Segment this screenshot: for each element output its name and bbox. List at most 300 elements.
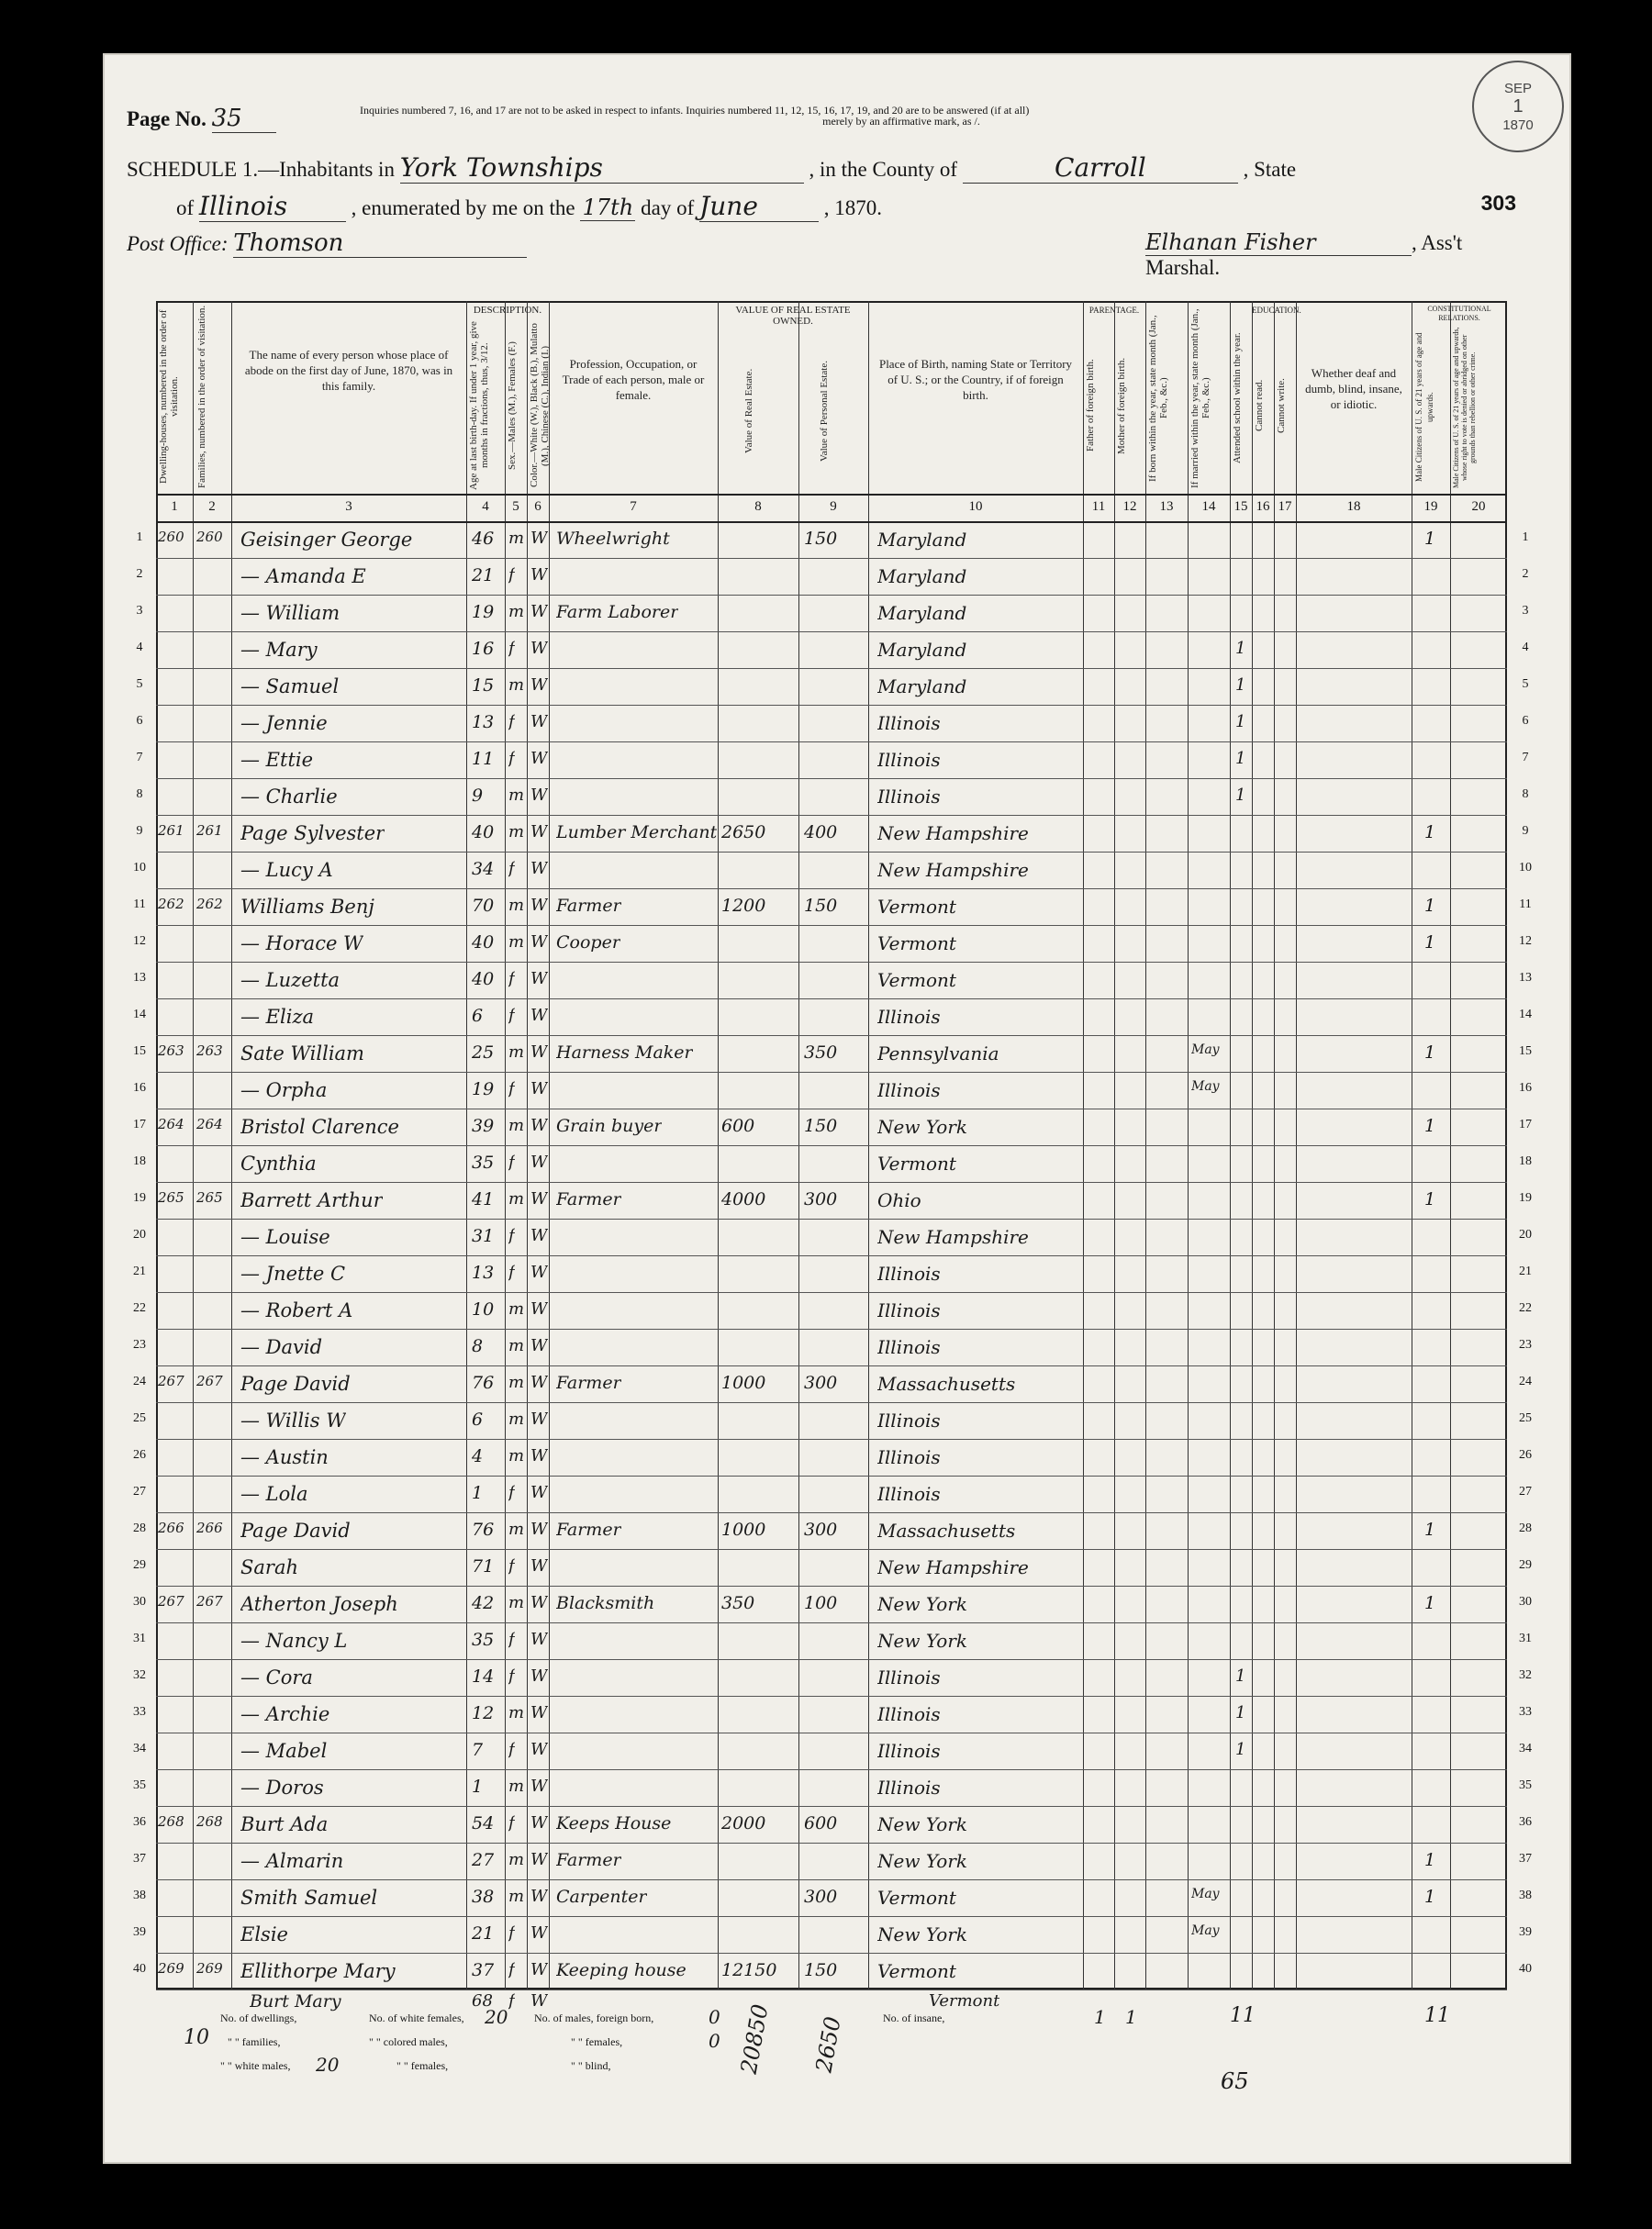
birthplace: Illinois <box>877 712 941 734</box>
table-row <box>133 1512 1532 1549</box>
line-number-left: 22 <box>133 1301 146 1315</box>
column-number: 19 <box>1423 499 1438 514</box>
county: Carroll <box>963 152 1238 184</box>
table-row <box>133 1659 1532 1696</box>
line-number-right: 36 <box>1519 1815 1532 1829</box>
birthplace: Illinois <box>877 1263 941 1285</box>
birthplace: New York <box>877 1593 967 1615</box>
extra-age: 68 <box>472 1991 493 2011</box>
birthplace: Maryland <box>877 639 967 661</box>
post-office: Thomson <box>233 229 527 258</box>
married-month: May <box>1191 1923 1220 1938</box>
table-row <box>133 1806 1532 1843</box>
age: 71 <box>472 1556 495 1577</box>
line-number-left: 12 <box>133 934 146 948</box>
total-school: 11 <box>1230 2004 1256 2027</box>
birthplace: New York <box>877 1850 967 1872</box>
sex: m <box>508 1777 525 1796</box>
person-name: — Charlie <box>240 786 338 808</box>
page-number: 35 <box>212 105 276 133</box>
line-number-left: 37 <box>133 1852 146 1866</box>
birthplace: Illinois <box>877 1006 941 1028</box>
birthplace: New Hampshire <box>877 1556 1029 1578</box>
real-estate-value: 4000 <box>721 1189 766 1209</box>
person-name: — Lola <box>240 1483 308 1505</box>
birthplace: Maryland <box>877 529 967 551</box>
line-number-right: 3 <box>1522 604 1529 618</box>
person-name: — Luzetta <box>240 969 340 991</box>
table-row <box>133 962 1532 998</box>
line-number-left: 33 <box>133 1705 146 1719</box>
line-number-right: 33 <box>1519 1705 1532 1719</box>
age: 13 <box>472 712 495 732</box>
line-number-left: 6 <box>136 714 143 728</box>
total-citizens: 11 <box>1424 2004 1450 2027</box>
person-name: — Samuel <box>240 675 340 697</box>
person-name: — Willis W <box>240 1410 346 1432</box>
state: Illinois <box>199 191 346 222</box>
real-estate-value: 1000 <box>721 1520 766 1540</box>
table-row <box>133 1035 1532 1072</box>
line-number-right: 10 <box>1519 861 1532 875</box>
line-number-left: 38 <box>133 1889 146 1902</box>
family-number: 267 <box>196 1593 223 1610</box>
line-number-left: 19 <box>133 1191 146 1205</box>
citizen-mark: 1 <box>1424 932 1436 953</box>
line-number-right: 2 <box>1522 567 1529 581</box>
line-number-right: 14 <box>1519 1008 1532 1021</box>
occupation: Blacksmith <box>556 1593 655 1613</box>
line-number-left: 24 <box>133 1375 146 1388</box>
birthplace: Maryland <box>877 602 967 624</box>
col-mother-header: Mother of foreign birth. <box>1116 357 1127 454</box>
line-number-left: 8 <box>136 787 143 801</box>
birthplace: New Hampshire <box>877 822 1029 844</box>
line-number-left: 2 <box>136 567 143 581</box>
married-month: May <box>1191 1887 1220 1901</box>
family-number: 265 <box>196 1189 223 1206</box>
color: W <box>530 1960 548 1979</box>
birthplace: New York <box>877 1116 967 1138</box>
birthplace: Vermont <box>877 1960 956 1982</box>
white-females-count: 20 <box>485 2006 508 2028</box>
attended-school: 1 <box>1235 1666 1246 1686</box>
color: W <box>530 786 548 805</box>
table-row <box>136 558 1529 595</box>
family-number: 263 <box>196 1042 223 1059</box>
line-number-right: 15 <box>1519 1044 1532 1058</box>
color: W <box>530 749 548 768</box>
age: 19 <box>472 1079 495 1099</box>
birthplace: Illinois <box>877 1410 941 1432</box>
personal-estate-value: 150 <box>804 896 838 916</box>
person-name: — Eliza <box>240 1006 315 1028</box>
color: W <box>530 1630 548 1649</box>
birthplace: Illinois <box>877 786 941 808</box>
age: 6 <box>472 1006 484 1026</box>
color: W <box>530 969 548 988</box>
occupation: Cooper <box>556 932 620 953</box>
col-color-header: Color.—White (W.), Black (B.), Mulatto (M.), Chinese (C.), Indian (I.) <box>529 323 551 488</box>
person-name: Page David <box>240 1520 351 1542</box>
real-estate-value: 600 <box>721 1116 755 1136</box>
sex: f <box>508 1226 515 1245</box>
occupation: Wheelwright <box>556 529 670 549</box>
person-name: Cynthia <box>240 1153 317 1175</box>
person-name: — Robert A <box>240 1299 353 1321</box>
col-occupation-header: Profession, Occupation, or Trade of each person, male or female. <box>562 357 705 402</box>
color: W <box>530 1263 548 1282</box>
birthplace: Vermont <box>877 932 956 954</box>
personal-estate-value: 350 <box>804 1042 838 1063</box>
age: 76 <box>472 1520 495 1540</box>
sex: m <box>508 675 525 695</box>
birthplace: New York <box>877 1923 967 1945</box>
line-number-left: 7 <box>136 751 143 764</box>
citizen-mark: 1 <box>1424 1593 1436 1613</box>
person-name: Sate William <box>240 1042 364 1064</box>
extra-color: W <box>530 1991 548 2011</box>
color: W <box>530 1079 548 1098</box>
occupation: Grain buyer <box>556 1116 663 1136</box>
attended-school: 1 <box>1235 1740 1246 1759</box>
column-number: 5 <box>512 499 519 514</box>
sex: m <box>508 1520 525 1539</box>
color: W <box>530 1116 548 1135</box>
age: 76 <box>472 1373 495 1393</box>
table-row <box>136 595 1529 631</box>
line-number-left: 3 <box>136 604 143 618</box>
birthplace: New Hampshire <box>877 1226 1029 1248</box>
family-number: 260 <box>196 529 223 545</box>
person-name: Elsie <box>240 1923 288 1945</box>
personal-estate-value: 300 <box>804 1373 838 1393</box>
age: 9 <box>472 786 484 806</box>
township: York Townships <box>400 152 804 184</box>
birthplace: Illinois <box>877 1740 941 1762</box>
sex: m <box>508 822 525 841</box>
color: W <box>530 712 548 731</box>
line-number-right: 38 <box>1519 1889 1532 1902</box>
person-name: — Cora <box>240 1666 313 1688</box>
attended-school: 1 <box>1235 786 1246 805</box>
table-row <box>136 668 1529 705</box>
sex: f <box>508 1666 515 1686</box>
person-name: — Almarin <box>240 1850 344 1872</box>
person-name: — Mabel <box>240 1740 328 1762</box>
line-number-left: 26 <box>133 1448 146 1462</box>
person-name: Sarah <box>240 1556 298 1578</box>
birthplace: Ohio <box>877 1189 921 1211</box>
line-number-left: 16 <box>133 1081 146 1095</box>
age: 42 <box>472 1593 495 1613</box>
col-school-header: Attended school within the year. <box>1232 332 1243 464</box>
table-row <box>136 741 1529 778</box>
col-father-header: Father of foreign birth. <box>1085 359 1096 452</box>
color: W <box>530 1593 548 1612</box>
occupation: Harness Maker <box>556 1042 693 1063</box>
col-dwelling-header: Dwelling-houses, numbered in the order of visitation. <box>158 309 180 484</box>
color: W <box>530 602 548 621</box>
color: W <box>530 1666 548 1686</box>
dwelling-number: 267 <box>158 1593 184 1610</box>
stamped-page-number: 303 <box>1480 191 1516 215</box>
age: 11 <box>472 749 495 769</box>
color: W <box>530 639 548 658</box>
value-header: VALUE OF REAL ESTATE OWNED. <box>735 305 851 327</box>
birthplace: Illinois <box>877 1336 941 1358</box>
foreign-males-count: 0 <box>709 2006 720 2028</box>
line-number-left: 34 <box>133 1742 146 1755</box>
color: W <box>530 1336 548 1355</box>
citizen-mark: 1 <box>1424 529 1436 549</box>
birthplace: Illinois <box>877 1666 941 1688</box>
person-name: Atherton Joseph <box>240 1593 398 1615</box>
person-name: — Louise <box>240 1226 330 1248</box>
age: 21 <box>472 1923 495 1944</box>
column-number: 12 <box>1122 499 1137 514</box>
line-number-right: 35 <box>1519 1778 1532 1792</box>
color: W <box>530 1923 548 1943</box>
line-number-left: 25 <box>133 1411 146 1425</box>
attended-school: 1 <box>1235 749 1246 768</box>
real-estate-value: 2650 <box>721 822 766 842</box>
age: 38 <box>472 1887 495 1907</box>
line-number-left: 9 <box>136 824 143 838</box>
sex: m <box>508 1410 525 1429</box>
line-number-left: 17 <box>133 1118 146 1131</box>
family-number: 262 <box>196 896 223 912</box>
line-number-right: 26 <box>1519 1448 1532 1462</box>
line-number-left: 32 <box>133 1668 146 1682</box>
age: 46 <box>472 529 495 549</box>
age: 70 <box>472 896 495 916</box>
real-estate-value: 2000 <box>721 1813 766 1833</box>
age: 1 <box>472 1777 484 1797</box>
table-row <box>133 1109 1532 1145</box>
sex: m <box>508 896 525 915</box>
family-number: 266 <box>196 1520 223 1536</box>
birthplace: Massachusetts <box>877 1373 1016 1395</box>
person-name: — Archie <box>240 1703 330 1725</box>
total-father-foreign: 1 <box>1094 2006 1106 2028</box>
table-row <box>133 1476 1532 1512</box>
table-row <box>133 1145 1532 1182</box>
dwelling-number: 269 <box>158 1960 184 1977</box>
table-row <box>133 1916 1532 1953</box>
citizen-mark: 1 <box>1424 896 1436 916</box>
sex: m <box>508 1189 525 1209</box>
attended-school: 1 <box>1235 1703 1246 1722</box>
table-row <box>136 815 1529 852</box>
birthplace: Illinois <box>877 1703 941 1725</box>
dwelling-number: 261 <box>158 822 184 839</box>
age: 40 <box>472 822 495 842</box>
color: W <box>530 859 548 878</box>
color: W <box>530 1189 548 1209</box>
person-name: — Orpha <box>240 1079 328 1101</box>
color: W <box>530 1153 548 1172</box>
age: 37 <box>472 1960 495 1980</box>
birthplace: Massachusetts <box>877 1520 1016 1542</box>
age: 10 <box>472 1299 495 1320</box>
attended-school: 1 <box>1235 639 1246 658</box>
line-number-left: 39 <box>133 1925 146 1939</box>
line-number-left: 18 <box>133 1154 146 1168</box>
table-row <box>133 1439 1532 1476</box>
birthplace: New York <box>877 1813 967 1835</box>
person-name: — Nancy L <box>240 1630 348 1652</box>
line-number-left: 40 <box>133 1962 146 1976</box>
line-number-right: 22 <box>1519 1301 1532 1315</box>
col-name-header: The name of every person whose place of abode on the first day of June, 1870, was in this family. <box>244 348 453 393</box>
line-number-right: 40 <box>1519 1962 1532 1976</box>
real-estate-value: 1200 <box>721 896 766 916</box>
line-number-right: 39 <box>1519 1925 1532 1939</box>
dwelling-number: 265 <box>158 1189 184 1206</box>
age: 12 <box>472 1703 495 1723</box>
parentage-header: PARENTAGE. <box>1088 306 1140 315</box>
line-number-left: 35 <box>133 1778 146 1792</box>
line-number-left: 4 <box>136 641 143 654</box>
age: 34 <box>472 859 495 879</box>
sex: m <box>508 529 525 548</box>
birthplace: New Hampshire <box>877 859 1029 881</box>
citizen-mark: 1 <box>1424 1520 1436 1540</box>
white-males-count: 20 <box>316 2054 340 2076</box>
month: June <box>699 191 819 222</box>
person-name: — Lucy A <box>240 859 333 881</box>
line-number-right: 13 <box>1519 971 1532 985</box>
birthplace: Pennsylvania <box>877 1042 999 1064</box>
sex: f <box>508 1813 515 1833</box>
line-number-right: 27 <box>1519 1485 1532 1499</box>
column-number: 14 <box>1201 499 1216 514</box>
column-number: 9 <box>830 499 837 514</box>
age: 8 <box>472 1336 484 1356</box>
line-number-right: 7 <box>1522 751 1529 764</box>
families-count: 10 <box>184 2026 209 2049</box>
birthplace: Vermont <box>877 896 956 918</box>
age: 6 <box>472 1410 484 1430</box>
birthplace: Maryland <box>877 675 967 697</box>
citizen-mark: 1 <box>1424 1116 1436 1136</box>
birthplace: Vermont <box>877 969 956 991</box>
sex: m <box>508 602 525 621</box>
real-estate-value: 12150 <box>721 1960 777 1980</box>
color: W <box>530 675 548 695</box>
line-number-right: 29 <box>1519 1558 1532 1572</box>
age: 14 <box>472 1666 495 1687</box>
color: W <box>530 932 548 952</box>
family-number: 264 <box>196 1116 223 1132</box>
sex: f <box>508 1556 515 1576</box>
sex: f <box>508 1740 515 1759</box>
column-number: 18 <box>1346 499 1361 514</box>
line-number-left: 10 <box>133 861 146 875</box>
personal-estate-value: 300 <box>804 1189 838 1209</box>
table-row <box>133 1365 1532 1402</box>
person-name: — Horace W <box>240 932 363 954</box>
married-month: May <box>1191 1079 1220 1094</box>
birthplace: Illinois <box>877 749 941 771</box>
sex: f <box>508 1630 515 1649</box>
color: W <box>530 1887 548 1906</box>
line-number-right: 31 <box>1519 1632 1532 1645</box>
occupation: Farmer <box>556 1850 621 1870</box>
color: W <box>530 565 548 585</box>
age: 21 <box>472 565 495 585</box>
total-bottom: 65 <box>1221 2068 1249 2094</box>
personal-estate-value: 300 <box>804 1520 838 1540</box>
column-number: 10 <box>968 499 983 514</box>
citizen-mark: 1 <box>1424 822 1436 842</box>
line-number-right: 8 <box>1522 787 1529 801</box>
occupation: Keeps House <box>556 1813 672 1833</box>
column-number: 2 <box>208 499 216 514</box>
line-number-right: 11 <box>1519 897 1532 911</box>
table-row <box>136 778 1529 815</box>
line-number-left: 20 <box>133 1228 146 1242</box>
color: W <box>530 1777 548 1796</box>
table-row <box>133 1879 1532 1916</box>
color: W <box>530 1703 548 1722</box>
line-number-right: 21 <box>1519 1265 1532 1278</box>
column-number: 3 <box>345 499 352 514</box>
occupation: Carpenter <box>556 1887 647 1907</box>
extra-birth: Vermont <box>929 1991 1000 2011</box>
age: 13 <box>472 1263 495 1283</box>
line-number-left: 11 <box>133 897 146 911</box>
sex: f <box>508 1483 515 1502</box>
page-number-label: Page No. 35 <box>127 105 276 133</box>
line-number-left: 5 <box>136 677 143 691</box>
table-row <box>133 1953 1532 1989</box>
table-row <box>133 1072 1532 1109</box>
col-disability-header: Whether deaf and dumb, blind, insane, or idiotic. <box>1305 366 1402 411</box>
sex: m <box>508 932 525 952</box>
person-name: Ellithorpe Mary <box>240 1960 396 1982</box>
col-family-header: Families, numbered in the order of visitation. <box>196 305 207 488</box>
sex: f <box>508 1923 515 1943</box>
extra-sex: f <box>508 1991 515 2011</box>
person-name: Burt Ada <box>240 1813 329 1835</box>
sex: m <box>508 1446 525 1466</box>
census-sheet: SEP 1 1870 Page No. 35 Inquiries numbered 7, 16, and 17 are not to be asked in respect to infants. Inquiries numbered 11, 12, 15, 16, 17, 19, and 20 are to be answered (if at all) merely by an affirmative mark, as /. SCHEDULE 1.—Inhabitants in York Townships , in the County of Carroll , State of Illinois , enumerated by me on the 17th day of June , 1870. 303 Post Office: Thomson Elhanan Fisher , Ass't Marshal. Dwelling-houses, numbered in the order of visitation. Families, numbered in the order of visitation. The name of every person whose place of abode on the first day of June, 1870, was in this family. DESCRIPTION. Age at last birth-day. If under 1 year, give months in fractions, thus, 3/12. Sex.—Males (M.), Females (F.) Color.—White (W.), Black (B.), Mulatto (M.), Chinese (C.), Indian (I.) Profession, Occupation, or Trade of each person, male or female. VALUE OF REAL ESTATE OWNED. Value of Real Estate. Value of Personal Estate. Place of Birth, naming State or Territory of U. S.; or the Country, if of foreign birth. PARENTAGE. Father of foreign birth. Mother of foreign birth. If born within the year, state month (Jan., Feb., &c.) If married within the year, state month (Jan., Feb., &c.) Attended school within the year. EDUCATION. Cannot read. Cannot write. Whether deaf and dumb, blind, insane, or idiotic. CONSTITUTIONAL RELATIONS. Male Citizens of U. S. of 21 years of age and upwards. Male Citizens of U. S. of 21 years of age and upwards, whose right to vote is denied or abridged on other grounds than rebellion or other crime. 1 2 3 4 5 6 7 8 9 10 11 12 13 14 15 16 17 18 19 20 1 1 260 260 Geisinger George 46 m W Wheelwright 150 Maryland 1 2 2 — Amanda E 21 f W Maryland 3 3 — William 19 m W Farm Laborer Maryland 4 4 — Mary 16 f W Maryland 1 5 5 — Samuel 15 m W Maryland 1 6 6 — Jennie 13 f W Illinois 1 7 7 — Ettie 11 f W Illinois 1 8 8 — Charlie 9 m W Illinois 1 9 9 261 261 Page Sylvester 40 m W Lumber Merchant 2650 400 New Hampshire 1 10 10 — Lucy A 34 f W New Hampshire 11 11 262 262 Williams Benj 70 m W Farmer 1200 150 Vermont 1 12 12 — Horace W 40 m W Cooper Vermont 1 13 13 — Luzetta 40 f W Vermont 14 14 — Eliza 6 f W Illinois 15 15 263 263 Sate William 25 m W Harness Maker 350 Pennsylvania May 1 16 16 — Orpha 19 f W Illinois May 17 17 264 264 Bristol Clarence 39 m W Grain buyer 600 150 New York 1 18 18 Cynthia 35 f W Vermont 19 19 265 265 Barrett Arthur 41 m W Farmer 4000 300 Ohio 1 20 20 — Louise 31 f W New Hampshire 21 21 — Jnette C 13 f W Illinois 22 22 — Robert A 10 m W Illinois 23 23 — David 8 m W Illinois 24 24 267 267 Page David 76 m W Farmer 1000 300 Massachusetts 25 25 — Willis W 6 m W Illinois 26 26 — Austin 4 m W Illinois 27 27 — Lola 1 f W Illinois 28 28 266 266 Page David 76 m W Farmer 1000 300 Massachusetts 1 29 29 Sarah 71 f W New Hampshire 30 30 267 267 Atherton Joseph 42 m W Blacksmith 350 100 New York 1 31 31 — Nancy L 35 f W New York 32 32 — Cora 14 f W Illinois 1 33 33 — Archie 12 m W Illinois 1 34 34 — Mabel 7 f W Illinois 1 35 35 — Doros 1 m W Illinois 36 36 268 268 Burt Ada 54 f W Keeps House 2000 600 New York 37 37 — Almarin 27 m W Farmer New York 1 38 38 Smith Samuel 38 m W Carpenter 300 Vermont May 1 39 39 Elsie 21 f W New York May 40 40 269 269 Ellithorpe Mary 37 f W Keeping house 12150 150 Vermont Burt Mary 68 f W Vermont No. of dwellings, No. of white females, 20 No. of males, foreign born, 0 " " families, 10 " " colored males, " " females, 0 " " white males, 20 " " females, " " blind, No. of insane, 20850 2650 1 1 11 11 65 <box>103 53 1571 2164</box>
attended-school: 1 <box>1235 675 1246 695</box>
table-row <box>133 1182 1532 1219</box>
col-age-header: Age at last birth-day. If under 1 year, give months in fractions, thus, 3/12. <box>468 321 490 490</box>
column-number: 15 <box>1233 499 1248 514</box>
received-date-stamp: SEP 1 1870 <box>1472 61 1564 152</box>
age: 35 <box>472 1153 495 1173</box>
occupation: Keeping house <box>556 1960 686 1980</box>
dwelling-number: 263 <box>158 1042 184 1059</box>
sex: m <box>508 786 525 805</box>
col-birthplace-header: Place of Birth, naming State or Territory of U. S.; or the Country, if of foreign birth. <box>878 357 1073 402</box>
table-row <box>133 1586 1532 1622</box>
line-number-left: 23 <box>133 1338 146 1352</box>
table-row <box>133 1843 1532 1879</box>
age: 41 <box>472 1189 495 1209</box>
line-number-right: 9 <box>1522 824 1529 838</box>
age: 27 <box>472 1850 495 1870</box>
column-number: 4 <box>482 499 489 514</box>
col-cannot-write-header: Cannot write. <box>1276 378 1287 433</box>
personal-estate-value: 600 <box>804 1813 838 1833</box>
sex: f <box>508 712 515 731</box>
line-number-right: 6 <box>1522 714 1529 728</box>
